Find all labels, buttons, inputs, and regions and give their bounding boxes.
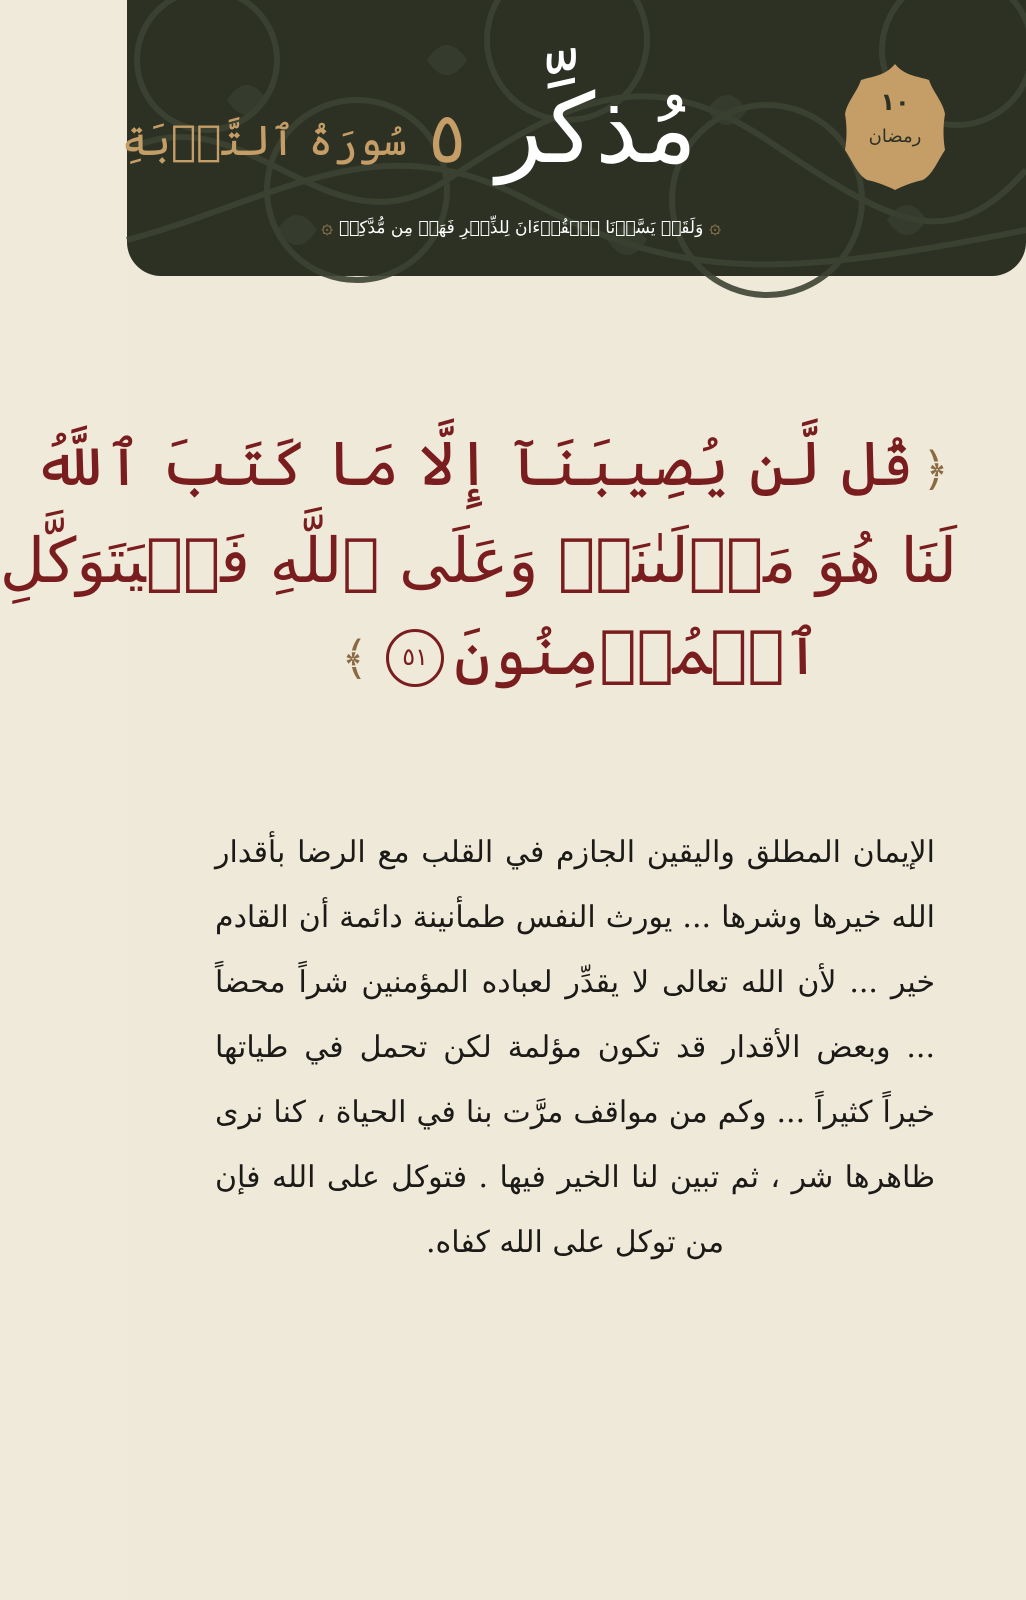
header-banner [121,0,1026,276]
date-badge [843,62,947,192]
logo-text: مُذكِّر [496,73,697,185]
verse-text-line-3: ٱلۡمُؤۡمِنُونَ [454,616,821,689]
tagline-text: وَلَقَدۡ يَسَّرۡنَا ٱلۡقُرۡءَانَ لِلذِّكۡرِ فَهَلۡ مِن مُّدَّكِرٖ [338,218,704,238]
tagline [321,214,727,238]
verse-line-1 [32,418,957,515]
app-logo [428,73,697,193]
verse-close-bracket: ﴾ [341,631,369,685]
verse-line-3 [197,607,957,704]
quran-verse [0,418,957,704]
tagline-ornament-icon: ۞ [321,214,333,238]
reflection-text: الإيمان المطلق واليقين الجازم في القلب مع الرضا بأقدار الله خيرها وشرها ... يورث النفس طمأنينة دائمة أن القادم خير ... لأن الله تعالى لا يقدِّر لعباده المؤمنين شراً محضاً ... وبعض الأقدار قد تكون مؤلمة لكن تحمل في طياتها خيراً كثيراً ... وكم من مواقف مرَّت بنا في الحياة ، كنا نرى ظاهرها شر ، ثم تبين لنا الخير فيها . فتوكل على الله فإن من توكل على الله كفاه. [215,835,935,1260]
surah-title: سُورَةُ ٱلتَّوۡبَةِ [121,116,407,165]
verse-open-bracket: ﴿ [922,442,949,496]
tagline-ornament-icon: ۞ [709,214,721,238]
verse-text-line-1: قُل لَّن يُصِيبَنَآ إِلَّا مَا كَتَبَ ٱللَّهُ [32,427,915,500]
badge-day: ١٠ [880,88,910,116]
logo-digit: ٥ [428,97,466,179]
badge-month: رمضان [868,126,922,147]
verse-line-2: لَنَا هُوَ مَوۡلَىٰنَاۚ وَعَلَى ٱللَّهِ فَلۡيَتَوَكَّلِ [0,524,957,597]
ayah-number: ٥١ [386,629,444,687]
